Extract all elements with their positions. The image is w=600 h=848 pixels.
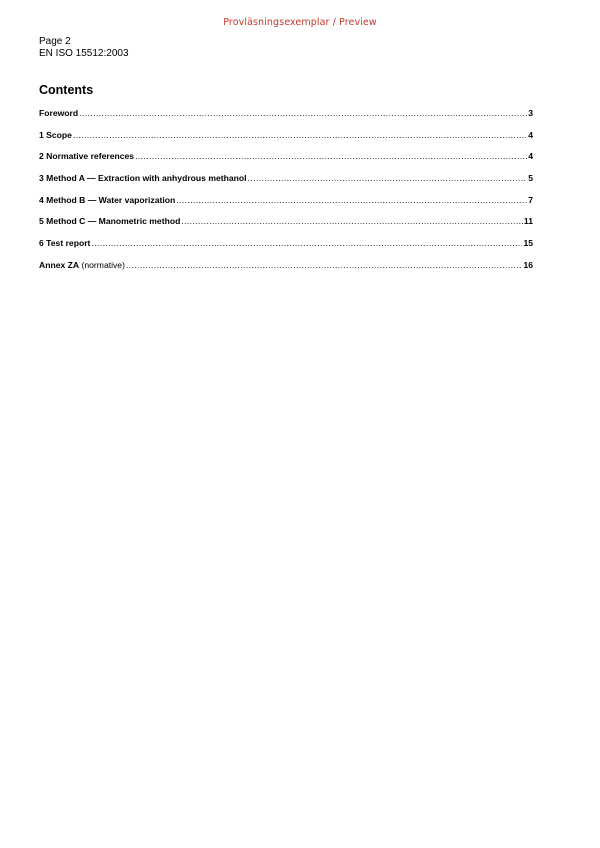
toc-entry-scope[interactable] xyxy=(39,130,533,152)
dot-leader xyxy=(181,216,523,226)
toc-entry-page: 15 xyxy=(523,238,533,249)
toc-entry-page: 7 xyxy=(528,194,533,205)
toc-entry-title: 4 Method B — Water vaporization xyxy=(39,194,176,205)
toc-entry-title: Foreword xyxy=(39,108,79,118)
toc-entry-method-b[interactable] xyxy=(39,195,533,217)
toc-entry-title: 1 Scope xyxy=(39,129,72,140)
standard-id: EN ISO 15512:2003 xyxy=(39,47,129,59)
toc-entry-method-a[interactable] xyxy=(39,173,533,195)
toc-entry-title: 3 Method A — Extraction with anhydrous methanol xyxy=(39,173,247,184)
dot-leader xyxy=(248,173,528,183)
dot-leader xyxy=(126,260,522,270)
toc-entry-title: 2 Normative references xyxy=(39,151,135,162)
toc-entry-page: 3 xyxy=(528,108,533,118)
toc-entry-foreword[interactable] xyxy=(39,108,533,130)
table-of-contents xyxy=(39,108,533,282)
dot-leader xyxy=(91,238,522,248)
toc-entry-page: 5 xyxy=(528,173,533,184)
dot-leader xyxy=(176,195,527,205)
toc-entry-title: Annex ZA xyxy=(39,259,80,270)
toc-entry-annex-za[interactable] xyxy=(39,260,533,282)
toc-entry-suffix: (normative) xyxy=(79,259,125,270)
dot-leader xyxy=(135,151,527,161)
toc-entry-page: 4 xyxy=(528,129,533,140)
dot-leader xyxy=(73,130,527,140)
toc-entry-method-c[interactable] xyxy=(39,216,533,238)
toc-entry-page: 4 xyxy=(528,151,533,162)
page-header xyxy=(39,36,129,59)
dot-leader xyxy=(79,108,527,118)
toc-entry-page: 11 xyxy=(523,216,533,227)
toc-entry-title: 5 Method C — Manometric method xyxy=(39,216,181,227)
toc-entry-title: 6 Test report xyxy=(39,238,91,249)
preview-watermark: Provläsningsexemplar / Preview xyxy=(223,17,377,28)
contents-heading: Contents xyxy=(39,83,94,97)
toc-entry-page: 16 xyxy=(523,259,533,270)
toc-entry-normative-references[interactable] xyxy=(39,151,533,173)
page-number: Page 2 xyxy=(39,36,71,47)
toc-entry-test-report[interactable] xyxy=(39,238,533,260)
